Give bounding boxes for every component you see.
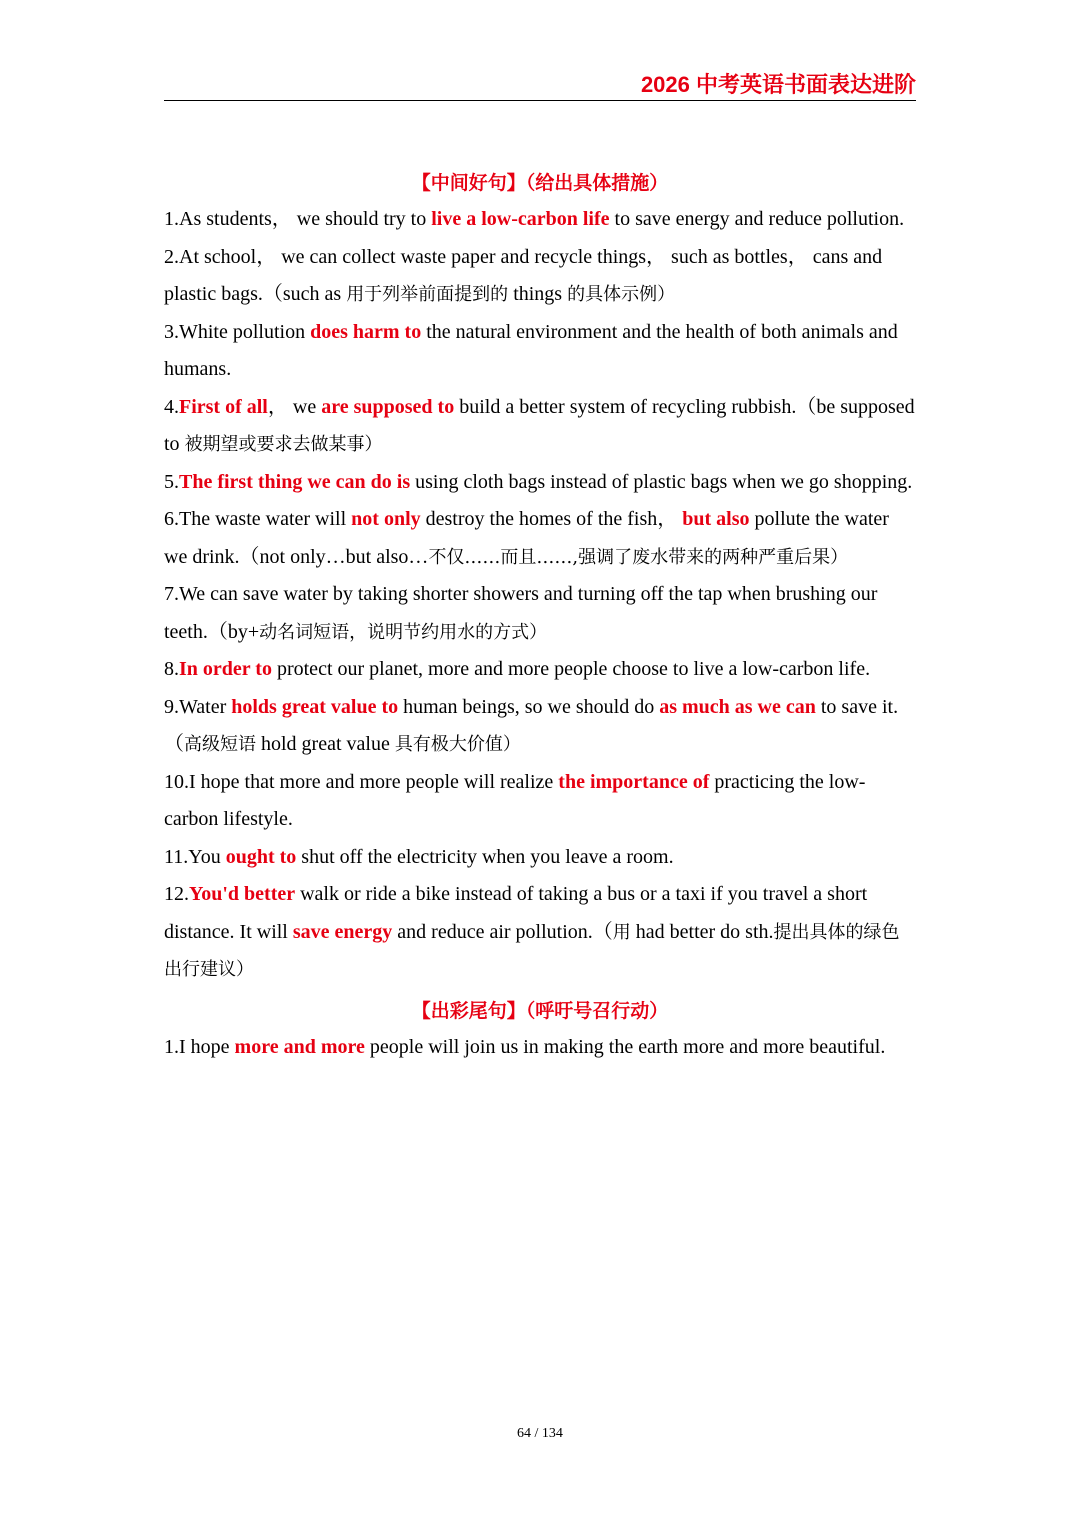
key-phrase: but also [682, 508, 750, 530]
chinese-note: 动名词短语，说明节约用水的方式） [259, 621, 548, 643]
key-phrase: The first thing we can do is [179, 470, 411, 493]
key-phrase: are supposed to [321, 395, 455, 418]
sentence-text: shut off the electricity when you leave a room. [296, 845, 674, 868]
key-phrase: You'd better [189, 883, 296, 905]
sentence-list-ending [164, 1029, 916, 1067]
sentence-text: 5. [164, 470, 179, 493]
sentence-text: using cloth bags instead of plastic bags when we go shopping. [410, 470, 913, 493]
sentence-text: and reduce air pollution.（ [392, 920, 613, 943]
page-header [164, 62, 916, 101]
sentence-text: 12. [164, 883, 189, 905]
sentence-text: 9.Water [164, 695, 232, 718]
chinese-note: 不仅……而且……,强调了废水带来的两种严重后果） [428, 546, 849, 568]
sentence-text: 4. [164, 395, 179, 418]
sentence-text: ， we [267, 395, 322, 418]
sentence-text: 6.The waste water will [164, 508, 352, 530]
sentence-text: people will join us in making the earth more and more beautiful. [364, 1035, 886, 1058]
key-phrase: In order to [179, 658, 272, 680]
chinese-note: 的具体示例） [567, 284, 676, 305]
sentence-text: walk or ride a bike instead of taking a bus or a taxi if you travel a short distance. It will [164, 883, 868, 943]
key-phrase: live a low-carbon life [431, 208, 610, 230]
chinese-note: 具有极大价值） [394, 734, 521, 755]
sentence-item [164, 389, 916, 464]
sentence-text: hold great value [256, 733, 395, 755]
sentence-item [164, 239, 916, 314]
header-title: 2026 中考英语书面表达进阶 [640, 72, 916, 97]
sentence-text: 7.We can save water by taking shorter showers and turning off the tap when brushing our teeth.（by+ [164, 583, 878, 643]
sentence-text: 3.White pollution [164, 320, 311, 343]
sentence-item [164, 764, 916, 839]
sentence-item [164, 576, 916, 651]
key-phrase: the importance of [558, 770, 710, 793]
sentence-text: build a better system of recycling rubbish.（be supposed to [164, 395, 915, 455]
sentence-item [164, 464, 916, 502]
sentence-text: the natural environment and the health of both animals and humans. [164, 320, 898, 380]
key-phrase: holds great value to [231, 695, 399, 718]
chinese-note: 被期望或要求去做某事） [184, 434, 383, 455]
sentence-text: had better do sth. [630, 920, 774, 943]
sentence-item [164, 314, 916, 389]
sentence-text: 2.At school， we can collect waste paper and recycle things， such as bottles， cans and plastic bags.（such as [164, 245, 883, 305]
sentence-item [164, 689, 916, 764]
sentence-text: 10.I hope that more and more people will realize [164, 770, 559, 793]
sentence-text: practicing the low-carbon lifestyle. [164, 770, 866, 830]
key-phrase: more and more [234, 1035, 365, 1058]
sentence-item [164, 839, 916, 877]
sentence-text: 11.You [164, 845, 226, 868]
key-phrase: does harm to [310, 320, 422, 343]
sentence-text: to save energy and reduce pollution. [609, 208, 905, 230]
sentence-item [164, 876, 916, 989]
chinese-note: 用 [612, 921, 631, 943]
sentence-text: 1.I hope [164, 1035, 235, 1058]
key-phrase: as much as we can [659, 695, 816, 718]
section-title-middle: 【中间好句】（给出具体措施） [411, 172, 669, 194]
key-phrase: save energy [292, 920, 393, 943]
sentence-item [164, 1029, 916, 1067]
page-content [164, 165, 916, 1066]
chinese-note: 高级短语 [184, 734, 256, 755]
key-phrase: ought to [225, 845, 297, 868]
sentence-text: human beings, so we should do [398, 695, 660, 718]
sentence-text: protect our planet, more and more people choose to live a low-carbon life. [271, 658, 871, 680]
sentence-item [164, 651, 916, 689]
sentence-list-middle [164, 201, 916, 989]
sentence-text: things [508, 283, 568, 305]
sentence-text: 1.As students， we should try to [164, 208, 432, 230]
sentence-item [164, 501, 916, 576]
key-phrase: First of all [179, 395, 268, 418]
chinese-note: 提出具体的绿色出行建议） [164, 921, 900, 980]
sentence-item [164, 201, 916, 239]
sentence-text: destroy the homes of the fish， [420, 508, 683, 530]
page-number: 64 / 134 [517, 1426, 563, 1441]
sentence-text: to save it.（ [164, 695, 899, 755]
chinese-note: 用于列举前面提到的 [346, 284, 509, 305]
key-phrase: not only [351, 508, 421, 530]
sentence-text: 8. [164, 658, 179, 680]
section-title-ending: 【出彩尾句】（呼吁号召行动） [411, 999, 669, 1022]
sentence-text: pollute the water we drink.（not only…but also… [164, 508, 889, 568]
